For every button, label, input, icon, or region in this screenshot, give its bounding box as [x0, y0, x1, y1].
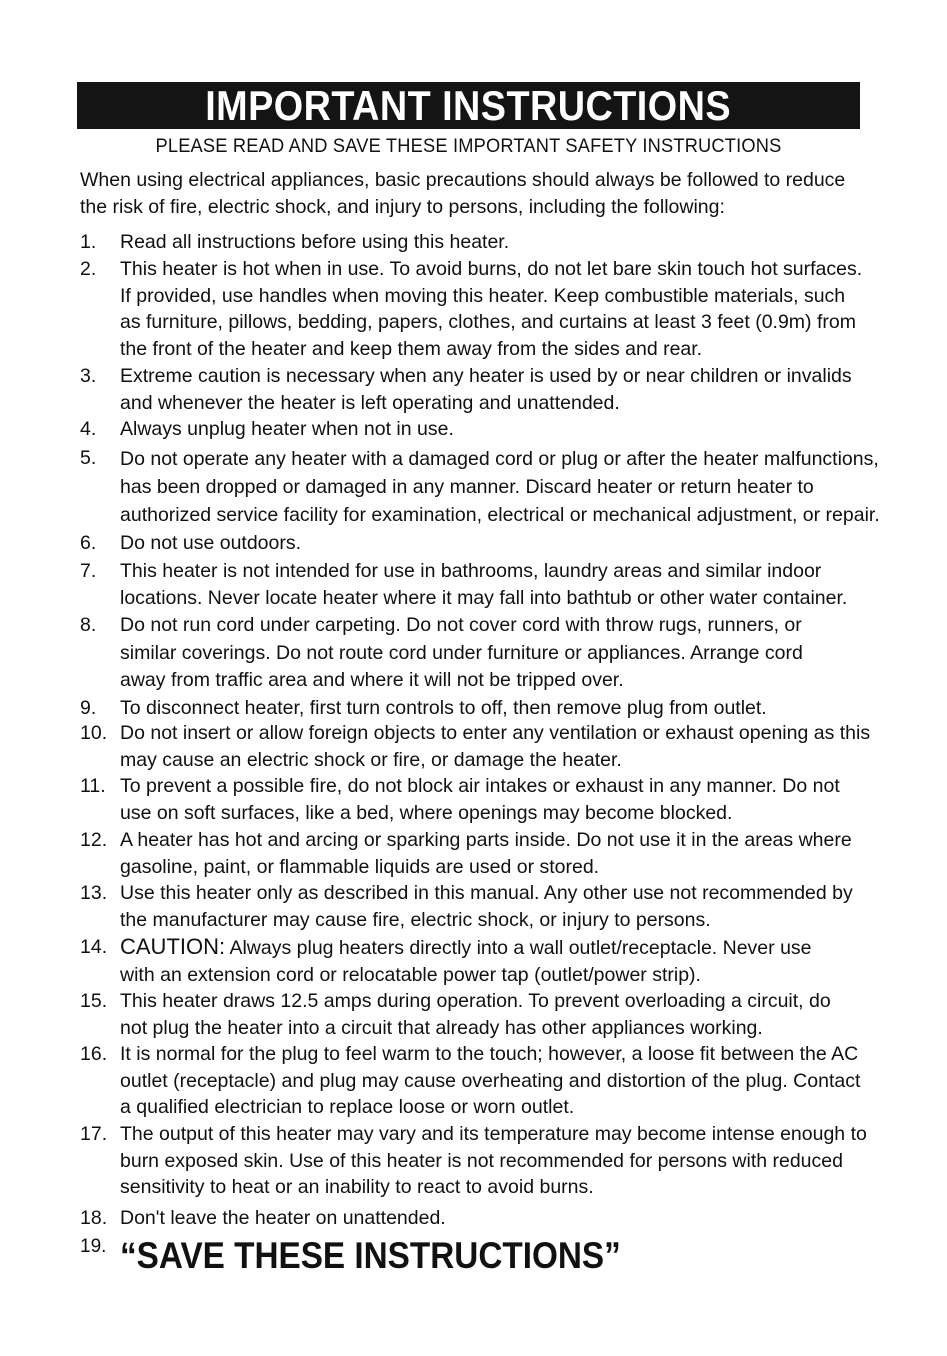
instruction-number: 12.: [80, 829, 108, 851]
instruction-line: and whenever the heater is left operating and unattended.: [120, 391, 620, 414]
instruction-line: This heater is not intended for use in bathrooms, laundry areas and similar indoor: [120, 560, 822, 582]
instruction-text: [120, 988, 831, 1041]
instruction-line: If provided, use handles when moving this heater. Keep combustible materials, such: [120, 284, 846, 307]
instruction-number: 6.: [80, 532, 97, 554]
instruction-number: 9.: [80, 697, 97, 719]
instruction-line: Don't leave the heater on unattended.: [120, 1207, 446, 1229]
instruction-line: with an extension cord or relocatable power tap (outlet/power strip).: [120, 963, 701, 986]
instruction-line: Read all instructions before using this heater.: [120, 231, 510, 253]
instruction-line: authorized service facility for examination, electrical or mechanical adjustment, or repair.: [120, 504, 880, 526]
instruction-line: use on soft surfaces, like a bed, where openings may become blocked.: [120, 801, 733, 824]
closing-number: 19.: [80, 1236, 107, 1257]
instruction-number: 13.: [80, 882, 108, 904]
instruction-line: has been dropped or damaged in any manner. Discard heater or return heater to: [120, 476, 814, 498]
instruction-text: [120, 695, 767, 722]
instruction-line: the manufacturer may cause fire, electric shock, or injury to persons.: [120, 908, 711, 931]
instruction-text: [120, 827, 852, 880]
instruction-number: 15.: [80, 990, 108, 1012]
intro-paragraph: [80, 167, 870, 221]
save-instructions-heading: “SAVE THESE INSTRUCTIONS”: [120, 1235, 621, 1276]
instruction-line: away from traffic area and where it will not be tripped over.: [120, 669, 624, 691]
instruction-text: [120, 256, 862, 362]
instruction-line: similar coverings. Do not route cord under furniture or appliances. Arrange cord: [120, 641, 803, 664]
instruction-text: [120, 363, 852, 416]
instruction-text: [120, 1121, 867, 1201]
instruction-number: 10.: [80, 722, 108, 744]
instruction-line: a qualified electrician to replace loose or worn outlet.: [120, 1096, 575, 1118]
instruction-number: 11.: [80, 775, 106, 797]
instruction-line: It is normal for the plug to feel warm to the touch; however, a loose fit between the AC: [120, 1043, 859, 1065]
instruction-line: Do not use outdoors.: [120, 532, 302, 554]
instruction-text: [120, 1205, 446, 1232]
instruction-line: not plug the heater into a circuit that already has other appliances working.: [120, 1016, 763, 1039]
instruction-line: [120, 934, 812, 962]
instruction-number: 5.: [80, 447, 97, 469]
instruction-text: [120, 558, 847, 611]
instruction-text: [120, 445, 880, 529]
instruction-number: 1.: [80, 231, 97, 253]
instruction-line: A heater has hot and arcing or sparking parts inside. Do not use it in the areas where: [120, 829, 852, 851]
instruction-text: [120, 416, 454, 443]
instruction-line: burn exposed skin. Use of this heater is not recommended for persons with reduced: [120, 1149, 843, 1172]
instruction-text: [120, 530, 301, 557]
instruction-line: This heater is hot when in use. To avoid burns, do not let bare skin touch hot surfaces.: [120, 258, 863, 280]
instruction-number: 3.: [80, 365, 97, 387]
instruction-line: Do not run cord under carpeting. Do not cover cord with throw rugs, runners, or: [120, 614, 802, 636]
instruction-text: [120, 934, 812, 988]
instruction-line: To prevent a possible fire, do not block air intakes or exhaust in any manner. Do not: [120, 775, 840, 797]
caution-text: Always plug heaters directly into a wall outlet/receptacle. Never use: [225, 937, 812, 959]
instruction-line: as furniture, pillows, bedding, papers, clothes, and curtains at least 3 feet (0.9m) from: [120, 311, 856, 333]
instruction-number: 4.: [80, 418, 97, 440]
instruction-line: gasoline, paint, or flammable liquids are used or stored.: [120, 855, 600, 878]
instruction-line: outlet (receptacle) and plug may cause overheating and distortion of the plug. Contact: [120, 1069, 861, 1092]
instruction-line: To disconnect heater, first turn controls to off, then remove plug from outlet.: [120, 697, 767, 719]
instruction-line: Use this heater only as described in this manual. Any other use not recommended by: [120, 882, 853, 904]
instruction-line: sensitivity to heat or an inability to react to avoid burns.: [120, 1176, 594, 1198]
instruction-line: Extreme caution is necessary when any heater is used by or near children or invalids: [120, 365, 852, 387]
instruction-text: [120, 612, 803, 695]
instruction-text: [120, 773, 840, 826]
instruction-line: Do not operate any heater with a damaged cord or plug or after the heater malfunctions,: [120, 448, 879, 470]
page-subtitle: PLEASE READ AND SAVE THESE IMPORTANT SAFETY INSTRUCTIONS: [155, 136, 782, 157]
instruction-line: Do not insert or allow foreign objects to enter any ventilation or exhaust opening as this: [120, 722, 871, 744]
instruction-line: may cause an electric shock or fire, or damage the heater.: [120, 748, 622, 771]
instruction-line: locations. Never locate heater where it may fall into bathtub or other water container.: [120, 586, 848, 609]
instruction-number: 18.: [80, 1207, 108, 1229]
instruction-text: [120, 1041, 860, 1121]
instruction-text: [120, 229, 509, 256]
instruction-number: 8.: [80, 614, 97, 636]
instruction-line: the front of the heater and keep them away from the sides and rear.: [120, 337, 703, 360]
instruction-number: 2.: [80, 258, 97, 280]
instruction-text: [120, 880, 853, 933]
title-banner: [77, 82, 860, 129]
instruction-line: This heater draws 12.5 amps during operation. To prevent overloading a circuit, do: [120, 990, 831, 1012]
page-title: IMPORTANT INSTRUCTIONS: [205, 81, 732, 129]
instruction-number: 14.: [80, 936, 108, 958]
instruction-number: 7.: [80, 560, 97, 582]
instruction-number: 16.: [80, 1043, 108, 1065]
intro-line: When using electrical appliances, basic precautions should always be followed to reduce: [80, 169, 846, 191]
instruction-number: 17.: [80, 1123, 108, 1145]
instruction-line: The output of this heater may vary and its temperature may become intense enough to: [120, 1123, 867, 1145]
caution-label: CAUTION:: [120, 934, 226, 959]
intro-line: the risk of fire, electric shock, and injury to persons, including the following:: [80, 196, 725, 218]
instruction-text: [120, 720, 870, 773]
instruction-line: Always unplug heater when not in use.: [120, 418, 454, 440]
